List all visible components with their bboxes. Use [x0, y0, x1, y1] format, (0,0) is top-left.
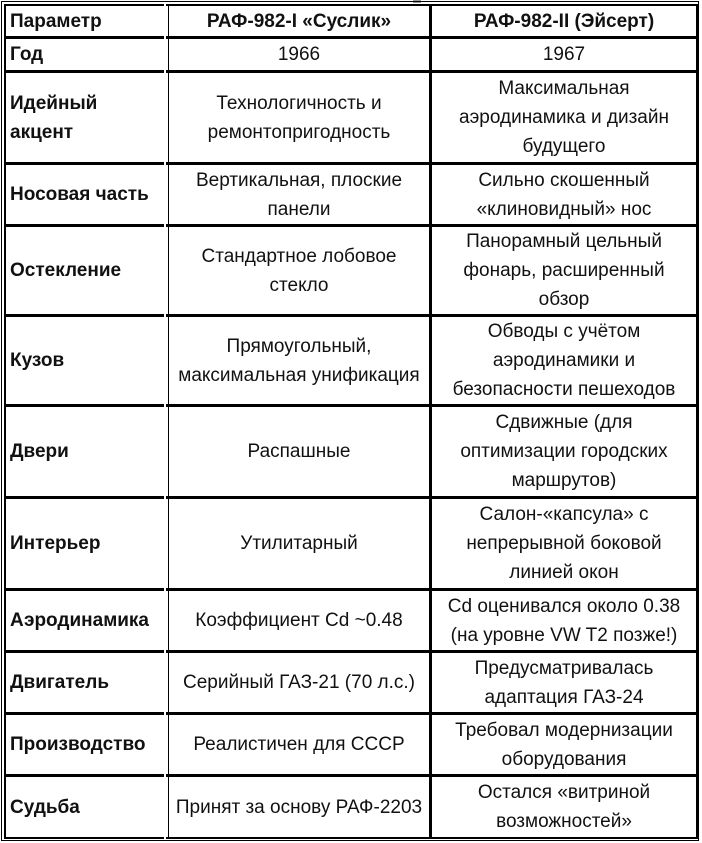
- table-row: [5, 316, 697, 406]
- table-row: [5, 38, 697, 72]
- row-model-b: Сильно скошенный «клиновидный» нос: [431, 164, 698, 226]
- row-model-b: Предусматривалась адаптация ГАЗ-24: [431, 652, 698, 714]
- row-model-b: Требовал модернизации оборудования: [431, 714, 698, 776]
- row-model-b: Cd оценивался около 0.38 (на уровне VW T2 позже!): [431, 590, 698, 652]
- row-param: Идейный акцент: [5, 72, 169, 164]
- row-model-b: Панорамный цельный фонарь, расширенный обзор: [431, 226, 698, 316]
- row-param: Интерьер: [5, 498, 169, 590]
- table-row: [5, 72, 697, 164]
- row-model-a: Технологичность и ремонтопригодность: [169, 72, 431, 164]
- row-model-a: Прямоугольный, максимальная унификация: [169, 316, 431, 406]
- row-model-a: Реалистичен для СССР: [169, 714, 431, 776]
- row-param: Аэродинамика: [5, 590, 169, 652]
- row-model-a: Утилитарный: [169, 498, 431, 590]
- table-row: [5, 590, 697, 652]
- row-model-a: Вертикальная, плоские панели: [169, 164, 431, 226]
- row-param: Производство: [5, 714, 169, 776]
- table-row: [5, 164, 697, 226]
- row-model-b: 1967: [431, 38, 698, 72]
- header-param: Параметр: [5, 5, 169, 38]
- table-row: [5, 226, 697, 316]
- table-row: [5, 652, 697, 714]
- row-param: Кузов: [5, 316, 169, 406]
- comparison-table: [4, 4, 698, 839]
- row-param: Носовая часть: [5, 164, 169, 226]
- table-row: [5, 776, 697, 838]
- row-model-a: Принят за основу РАФ-2203: [169, 776, 431, 838]
- row-model-b: Остался «витриной возможностей»: [431, 776, 698, 838]
- header-model-a: РАФ-982-I «Суслик»: [169, 5, 431, 38]
- table-row: [5, 406, 697, 498]
- row-model-b: Обводы с учётом аэродинамики и безопасности пешеходов: [431, 316, 698, 406]
- row-param: Год: [5, 38, 169, 72]
- row-model-a: Серийный ГАЗ-21 (70 л.с.): [169, 652, 431, 714]
- row-model-a: Стандартное лобовое стекло: [169, 226, 431, 316]
- header-model-b: РАФ-982-II (Эйсерт): [473, 10, 655, 32]
- row-model-a: Коэффициент Cd ~0.48: [169, 590, 431, 652]
- row-param: Остекление: [5, 226, 169, 316]
- table-header-row: [5, 5, 697, 38]
- row-model-a: 1966: [169, 38, 431, 72]
- row-param: Двери: [5, 406, 169, 498]
- row-model-b: Салон-«капсула» с непрерывной боковой линией окон: [431, 498, 698, 590]
- row-model-a: Распашные: [169, 406, 431, 498]
- row-param: Судьба: [5, 776, 169, 838]
- row-model-b: Сдвижные (для оптимизации городских маршрутов): [431, 406, 698, 498]
- table-row: [5, 498, 697, 590]
- row-model-b: Максимальная аэродинамика и дизайн будущего: [431, 72, 698, 164]
- row-param: Двигатель: [5, 652, 169, 714]
- table-row: [5, 714, 697, 776]
